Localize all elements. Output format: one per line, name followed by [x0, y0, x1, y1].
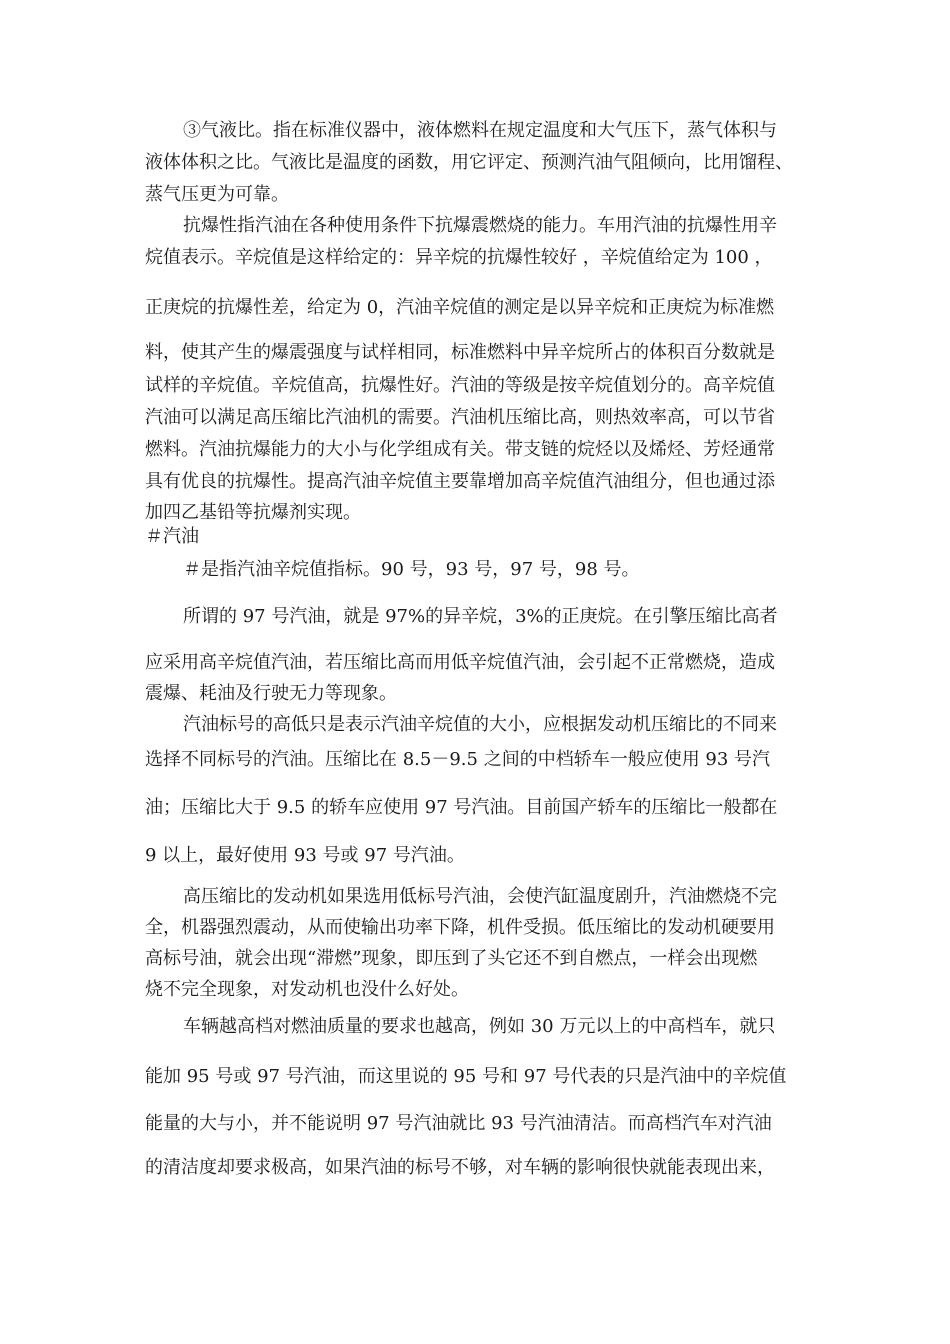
text-line: 汽油可以满足高压缩比汽油机的需要。汽油机压缩比高，则热效率高，可以节省	[145, 407, 775, 428]
text-line: 所谓的 97 号汽油，就是 97%的异辛烷，3%的正庚烷。在引擎压缩比高者	[183, 606, 778, 627]
text-line: 正庚烷的抗爆性差，给定为 0，汽油辛烷值的测定是以异辛烷和正庚烷为标准燃	[145, 297, 775, 318]
text-line: 燃料。汽油抗爆能力的大小与化学组成有关。带支链的烷烃以及烯烃、芳烃通常	[145, 439, 775, 460]
text-line: 能量的大与小，并不能说明 97 号汽油就比 93 号汽油清洁。而高档汽车对汽油	[145, 1113, 772, 1134]
text-line: 具有优良的抗爆性。提高汽油辛烷值主要靠增加高辛烷值汽油组分，但也通过添	[145, 471, 775, 492]
text-line: 加四乙基铅等抗爆剂实现。	[145, 502, 361, 523]
text-line: 油；压缩比大于 9.5 的轿车应使用 97 号汽油。目前国产轿车的压缩比一般都在	[145, 797, 778, 818]
text-line: 全，机器强烈震动，从而使输出功率下降，机件受损。低压缩比的发动机硬要用	[145, 917, 775, 938]
text-line: 9 以上，最好使用 93 号或 97 号汽油。	[145, 845, 465, 866]
text-line: 汽油标号的高低只是表示汽油辛烷值的大小，应根据发动机压缩比的不同来	[183, 714, 777, 735]
text-line: 液体体积之比。气液比是温度的函数，用它评定、预测汽油气阻倾向，比用馏程、	[145, 152, 793, 173]
text-line: 烷值表示。辛烷值是这样给定的：异辛烷的抗爆性较好 ，辛烷值给定为 100 ，	[145, 247, 773, 268]
text-line: 选择不同标号的汽油。压缩比在 8.5－9.5 之间的中档轿车一般应使用 93 号汽	[145, 749, 771, 770]
section-heading: ＃汽油	[145, 526, 199, 547]
text-line: 烧不完全现象，对发动机也没什么好处。	[145, 979, 469, 1000]
text-line: 高标号油，就会出现“滞燃”现象，即压到了头它还不到自燃点，一样会出现燃	[145, 948, 758, 969]
text-line: 能加 95 号或 97 号汽油，而这里说的 95 号和 97 号代表的只是汽油中的辛烷值	[145, 1066, 787, 1087]
text-line: 的清洁度却要求极高，如果汽油的标号不够，对车辆的影响很快就能表现出来，	[145, 1157, 775, 1178]
text-line: 震爆、耗油及行驶无力等现象。	[145, 683, 397, 704]
text-line: 蒸气压更为可靠。	[145, 184, 289, 205]
text-line: 抗爆性指汽油在各种使用条件下抗爆震燃烧的能力。车用汽油的抗爆性用辛	[183, 215, 777, 236]
text-line: 车辆越高档对燃油质量的要求也越高，例如 30 万元以上的中高档车，就只	[183, 1016, 776, 1037]
text-line: 高压缩比的发动机如果选用低标号汽油，会使汽缸温度剧升，汽油燃烧不完	[183, 886, 777, 907]
text-line: 料，使其产生的爆震强度与试样相同，标准燃料中异辛烷所占的体积百分数就是	[145, 342, 775, 363]
text-line: 试样的辛烷值。辛烷值高，抗爆性好。汽油的等级是按辛烷值划分的。高辛烷值	[145, 375, 775, 396]
text-line: ③气液比。指在标准仪器中，液体燃料在规定温度和大气压下，蒸气体积与	[183, 120, 777, 141]
text-line: ＃是指汽油辛烷值指标。90 号，93 号，97 号，98 号。	[183, 559, 640, 580]
text-line: 应采用高辛烷值汽油，若压缩比高而用低辛烷值汽油，会引起不正常燃烧，造成	[145, 652, 775, 673]
